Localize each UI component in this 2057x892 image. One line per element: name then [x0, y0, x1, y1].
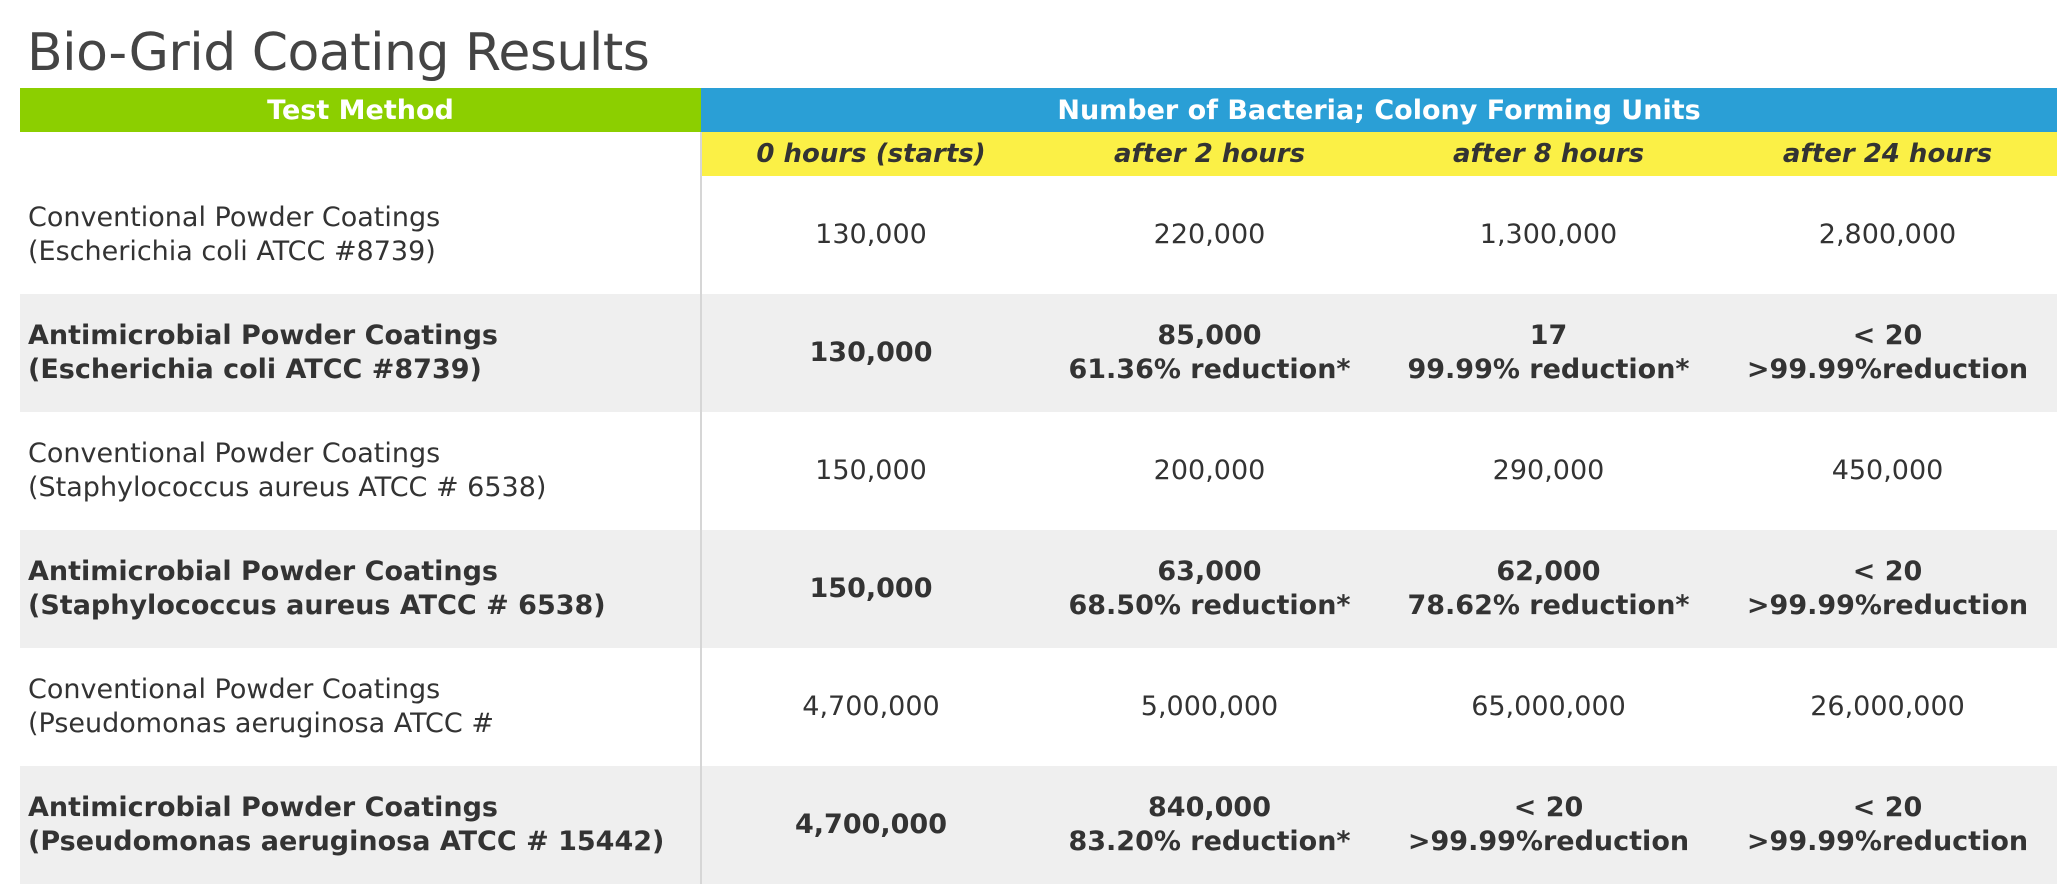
count-value: 26,000,000 [1810, 691, 1965, 722]
count-value: 220,000 [1153, 219, 1266, 250]
count-cell-2h [1040, 648, 1379, 766]
header-bacteria-count: Number of Bacteria; Colony Forming Units [701, 88, 2057, 132]
count-cell-24h [1718, 176, 2057, 294]
method-name: Conventional Powder Coatings [28, 438, 441, 469]
test-method-cell [20, 648, 701, 766]
count-cell-2h [1040, 766, 1379, 884]
count-value: 130,000 [809, 337, 933, 368]
time-header-blank [20, 132, 701, 176]
method-organism: (Staphylococcus aureus ATCC # 6538) [28, 472, 547, 503]
count-value: 450,000 [1831, 455, 1944, 486]
count-cell-8h [1379, 766, 1718, 884]
count-value: 150,000 [815, 455, 927, 486]
count-value: 2,800,000 [1818, 219, 1957, 250]
count-cell-8h [1379, 648, 1718, 766]
count-cell-0h [701, 766, 1040, 884]
count-value: 65,000,000 [1471, 691, 1626, 722]
time-header-2h: after 2 hours [1040, 132, 1379, 176]
table-row [20, 530, 2057, 648]
count-value: 840,000 [1148, 792, 1271, 823]
method-organism: (Pseudomonas aeruginosa ATCC # [28, 708, 494, 739]
count-cell-24h [1718, 530, 2057, 648]
count-cell-24h [1718, 766, 2057, 884]
time-header-row [20, 132, 2057, 176]
reduction-value: >99.99%reduction [1746, 590, 2029, 621]
count-cell-24h [1718, 412, 2057, 530]
table-row [20, 766, 2057, 884]
reduction-value: 83.20% reduction* [1068, 826, 1351, 857]
method-name: Conventional Powder Coatings [28, 202, 441, 233]
count-value: 150,000 [809, 573, 933, 604]
header-test-method: Test Method [20, 88, 701, 132]
count-value: 130,000 [815, 219, 927, 250]
method-organism: (Escherichia coli ATCC #8739) [28, 354, 482, 385]
count-value: 200,000 [1153, 455, 1266, 486]
count-value: 1,300,000 [1479, 219, 1618, 250]
count-cell-2h [1040, 412, 1379, 530]
header-row [20, 88, 2057, 132]
count-value: < 20 [1852, 556, 1923, 587]
time-header-24h: after 24 hours [1718, 132, 2057, 176]
table-row [20, 412, 2057, 530]
time-header-0h: 0 hours (starts) [701, 132, 1040, 176]
reduction-value: 68.50% reduction* [1068, 590, 1351, 621]
count-value: 85,000 [1157, 320, 1262, 351]
count-cell-8h [1379, 294, 1718, 412]
method-organism: (Staphylococcus aureus ATCC # 6538) [28, 590, 606, 621]
method-organism: (Escherichia coli ATCC #8739) [28, 236, 436, 267]
count-value: < 20 [1852, 792, 1923, 823]
test-method-cell [20, 766, 701, 884]
count-cell-2h [1040, 294, 1379, 412]
count-value: < 20 [1852, 320, 1923, 351]
test-method-cell [20, 176, 701, 294]
reduction-value: >99.99%reduction [1746, 354, 2029, 385]
count-value: 62,000 [1496, 556, 1601, 587]
count-cell-0h [701, 530, 1040, 648]
count-cell-24h [1718, 648, 2057, 766]
count-cell-24h [1718, 294, 2057, 412]
count-cell-8h [1379, 412, 1718, 530]
count-value: 63,000 [1157, 556, 1262, 587]
reduction-value: 99.99% reduction* [1407, 354, 1690, 385]
count-cell-0h [701, 294, 1040, 412]
method-organism: (Pseudomonas aeruginosa ATCC # 15442) [28, 826, 665, 857]
test-method-cell [20, 412, 701, 530]
count-cell-0h [701, 648, 1040, 766]
table-row [20, 294, 2057, 412]
count-value: 4,700,000 [794, 809, 948, 840]
count-cell-2h [1040, 530, 1379, 648]
page-title: Bio-Grid Coating Results [27, 23, 650, 83]
time-header-8h: after 8 hours [1379, 132, 1718, 176]
count-value: 17 [1529, 320, 1568, 351]
count-cell-0h [701, 176, 1040, 294]
count-cell-8h [1379, 530, 1718, 648]
reduction-value: 61.36% reduction* [1068, 354, 1351, 385]
method-name: Antimicrobial Powder Coatings [28, 556, 498, 587]
count-cell-0h [701, 412, 1040, 530]
count-value: < 20 [1513, 792, 1584, 823]
results-table [20, 88, 2057, 884]
reduction-value: 78.62% reduction* [1407, 590, 1690, 621]
count-cell-8h [1379, 176, 1718, 294]
method-name: Conventional Powder Coatings [28, 674, 441, 705]
count-value: 4,700,000 [802, 691, 940, 722]
table-row [20, 176, 2057, 294]
count-value: 290,000 [1492, 455, 1605, 486]
count-value: 5,000,000 [1140, 691, 1279, 722]
method-name: Antimicrobial Powder Coatings [28, 320, 498, 351]
reduction-value: >99.99%reduction [1746, 826, 2029, 857]
count-cell-2h [1040, 176, 1379, 294]
table-row [20, 648, 2057, 766]
test-method-cell [20, 530, 701, 648]
test-method-cell [20, 294, 701, 412]
reduction-value: >99.99%reduction [1407, 826, 1690, 857]
method-name: Antimicrobial Powder Coatings [28, 792, 498, 823]
